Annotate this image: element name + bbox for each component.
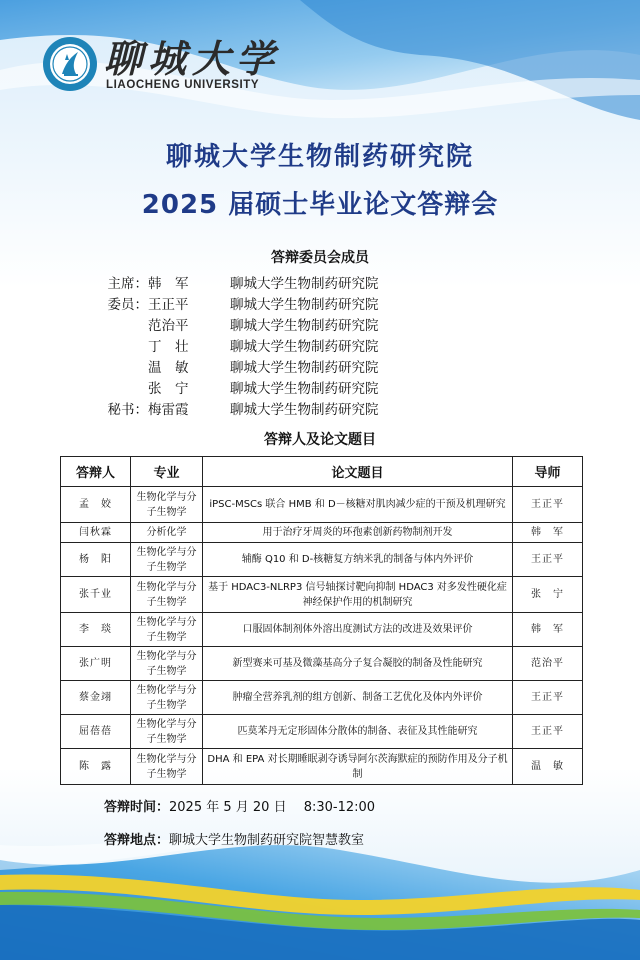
- thesis-title: 口服固体制剂体外溶出度测试方法的改进及效果评价: [203, 613, 513, 647]
- advisor-name: 韩 军: [513, 613, 583, 647]
- member-name: 梅雷霞: [148, 402, 189, 418]
- table-row: [61, 577, 583, 613]
- student-name: 李 琰: [61, 613, 131, 647]
- column-header-major: 专业: [131, 457, 203, 487]
- table-row: [61, 715, 583, 749]
- member-name: 张 宁: [148, 381, 189, 397]
- table-header-row: [61, 457, 583, 487]
- column-header-thesis-title: 论文题目: [203, 457, 513, 487]
- member-name: 王正平: [148, 297, 189, 313]
- defense-time: [104, 796, 375, 815]
- committee-list: [104, 274, 464, 421]
- defense-place-value: 聊城大学生物制药研究院智慧教室: [169, 833, 365, 848]
- defense-time-label: 答辩时间：: [104, 800, 170, 815]
- member-org: 聊城大学生物制药研究院: [230, 318, 379, 334]
- committee-member: [104, 316, 464, 337]
- member-name: 韩 军: [148, 276, 189, 292]
- table-row: [61, 613, 583, 647]
- member-org: 聊城大学生物制药研究院: [230, 339, 379, 355]
- member-org: 聊城大学生物制药研究院: [230, 360, 379, 376]
- member-role: 秘书：: [107, 402, 148, 418]
- advisor-name: 王正平: [513, 487, 583, 523]
- thesis-title: iPSC-MSCs 联合 HMB 和 D－核糖对肌肉减少症的干预及机理研究: [203, 487, 513, 523]
- major: 生物化学与分子生物学: [131, 647, 203, 681]
- committee-member: [104, 400, 464, 421]
- table-row: [61, 487, 583, 523]
- member-role: 委员：: [107, 297, 148, 313]
- thesis-title: 肿瘤全营养乳剂的组方创新、制备工艺优化及体内外评价: [203, 681, 513, 715]
- advisor-name: 韩 军: [513, 523, 583, 543]
- logo-english-name: LIAOCHENG UNIVERSITY: [106, 79, 260, 91]
- committee-member: [104, 358, 464, 379]
- table-row: [61, 681, 583, 715]
- committee-member: [104, 379, 464, 400]
- member-org: 聊城大学生物制药研究院: [230, 276, 379, 292]
- thesis-title: 基于 HDAC3-NLRP3 信号轴探讨靶向抑制 HDAC3 对多发性硬化症神经保护作用的机制研究: [203, 577, 513, 613]
- table-row: [61, 749, 583, 785]
- defense-place-label: 答辩地点：: [104, 833, 170, 848]
- defense-time-value: 2025 年 5 月 20 日 8:30-12:00: [169, 800, 376, 815]
- advisor-name: 王正平: [513, 681, 583, 715]
- table-row: [61, 543, 583, 577]
- defense-place: [104, 829, 364, 848]
- major: 分析化学: [131, 523, 203, 543]
- defense-table: [60, 456, 583, 785]
- student-name: 屈蓓蓓: [61, 715, 131, 749]
- sub-title: 2025 届硕士毕业论文答辩会: [141, 190, 499, 220]
- advisor-name: 温 敏: [513, 749, 583, 785]
- student-name: 杨 阳: [61, 543, 131, 577]
- major: 生物化学与分子生物学: [131, 715, 203, 749]
- table-row: [61, 647, 583, 681]
- table-row: [61, 523, 583, 543]
- committee-heading: 答辩委员会成员: [271, 250, 369, 266]
- member-org: 聊城大学生物制药研究院: [230, 381, 379, 397]
- committee-member: [104, 274, 464, 295]
- main-title: 聊城大学生物制药研究院: [165, 142, 474, 172]
- thesis-title: DHA 和 EPA 对长期睡眠剥夺诱导阿尔茨海默症的预防作用及分子机制: [203, 749, 513, 785]
- member-name: 丁 壮: [148, 339, 189, 355]
- major: 生物化学与分子生物学: [131, 543, 203, 577]
- committee-member: [104, 337, 464, 358]
- thesis-title: 新型赛来可基及微藻基高分子复合凝胶的制备及性能研究: [203, 647, 513, 681]
- student-name: 闫秋霖: [61, 523, 131, 543]
- member-org: 聊城大学生物制药研究院: [230, 297, 379, 313]
- member-org: 聊城大学生物制药研究院: [230, 402, 379, 418]
- committee-member: [104, 295, 464, 316]
- logo-chinese-name: 聊城大学: [104, 36, 281, 81]
- advisor-name: 张 宁: [513, 577, 583, 613]
- thesis-title: 匹莫苯丹无定形固体分散体的制备、表征及其性能研究: [203, 715, 513, 749]
- member-name: 温 敏: [148, 360, 189, 376]
- member-role: 主席：: [107, 276, 148, 292]
- advisor-name: 王正平: [513, 715, 583, 749]
- column-header-student: 答辩人: [61, 457, 131, 487]
- member-name: 范治平: [148, 318, 189, 334]
- major: 生物化学与分子生物学: [131, 749, 203, 785]
- student-name: 蔡金翊: [61, 681, 131, 715]
- thesis-title: 辅酶 Q10 和 D-核糖复方纳米乳的制备与体内外评价: [203, 543, 513, 577]
- column-header-advisor: 导师: [513, 457, 583, 487]
- advisor-name: 范治平: [513, 647, 583, 681]
- defense-heading: 答辩人及论文题目: [264, 432, 376, 448]
- major: 生物化学与分子生物学: [131, 577, 203, 613]
- major: 生物化学与分子生物学: [131, 487, 203, 523]
- thesis-title: 用于治疗牙周炎的环孢素创新药物制剂开发: [203, 523, 513, 543]
- student-name: 张广明: [61, 647, 131, 681]
- student-name: 孟 姣: [61, 487, 131, 523]
- advisor-name: 王正平: [513, 543, 583, 577]
- major: 生物化学与分子生物学: [131, 613, 203, 647]
- major: 生物化学与分子生物学: [131, 681, 203, 715]
- student-name: 张千业: [61, 577, 131, 613]
- university-emblem-icon: [42, 36, 98, 92]
- student-name: 陈 露: [61, 749, 131, 785]
